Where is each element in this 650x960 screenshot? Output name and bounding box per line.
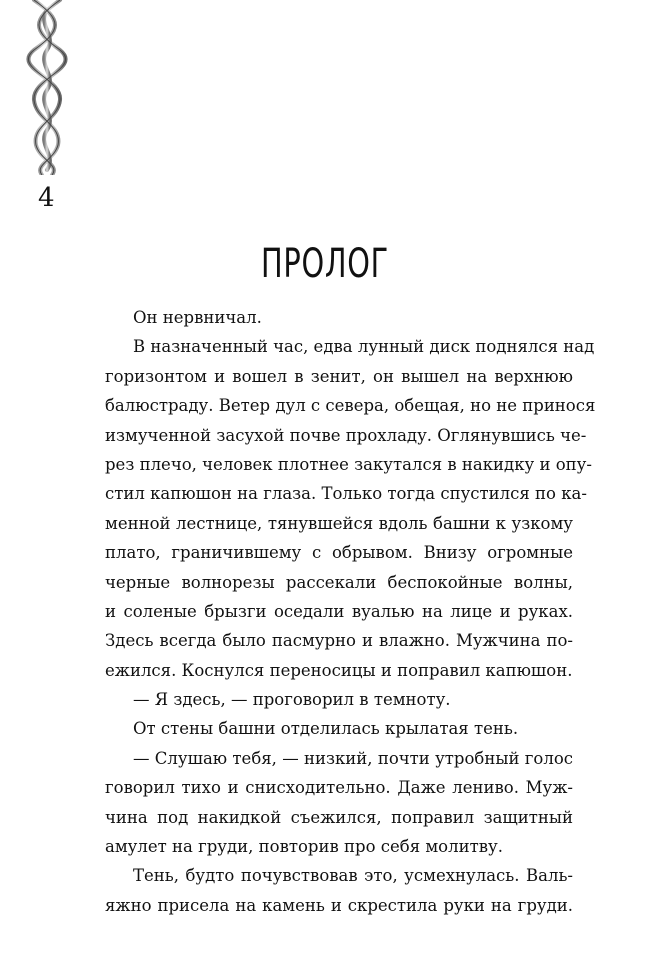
text-line: говорил тихо и снисходительно. Даже лениво. Муж- [105, 778, 573, 798]
text-line: чина под накидкой съежился, поправил защитный [105, 807, 573, 827]
celtic-knot-ornament-icon [22, 0, 72, 175]
text-line: ежился. Коснулся переносицы и поправил капюшон. [105, 660, 573, 680]
text-line: рез плечо, человек плотнее закутался в накидку и опу- [105, 454, 592, 474]
text-line: — Слушаю тебя, — низкий, почти утробный голос [133, 748, 573, 768]
text-line: плато, граничившему с обрывом. Внизу огромные [105, 543, 573, 563]
chapter-title: ПРОЛОГ [261, 241, 389, 287]
text-line: черные волнорезы рассекали беспокойные волны, [105, 572, 573, 592]
text-line: — Я здесь, — проговорил в темноту. [133, 690, 451, 710]
text-line: стил капюшон на глаза. Только тогда спустился по ка- [105, 484, 587, 504]
text-line: горизонтом и вошел в зенит, он вышел на верхнюю [105, 366, 573, 386]
text-line: менной лестнице, тянувшейся вдоль башни к узкому [105, 513, 573, 533]
text-line: балюстраду. Ветер дул с севера, обещая, но не принося [105, 396, 596, 416]
text-line: Он нервничал. [133, 308, 262, 327]
text-line: и соленые брызги оседали вуалью на лице и руках. [105, 601, 573, 621]
text-line: Здесь всегда было пасмурно и влажно. Мужчина по- [105, 631, 573, 651]
text-line: измученной засухой почве прохладу. Оглянувшись че- [105, 425, 587, 445]
text-line: От стены башни отделилась крылатая тень. [133, 719, 519, 739]
page-number: 4 [38, 183, 55, 213]
text-line: В назначенный час, едва лунный диск поднялся над [133, 337, 595, 357]
chapter-body [105, 303, 596, 920]
text-line: яжно присела на камень и скрестила руки на груди. [105, 895, 573, 915]
text-line: амулет на груди, повторив про себя молитву. [105, 837, 503, 857]
text-line: Тень, будто почувствовав это, усмехнулась. Валь- [133, 866, 573, 886]
